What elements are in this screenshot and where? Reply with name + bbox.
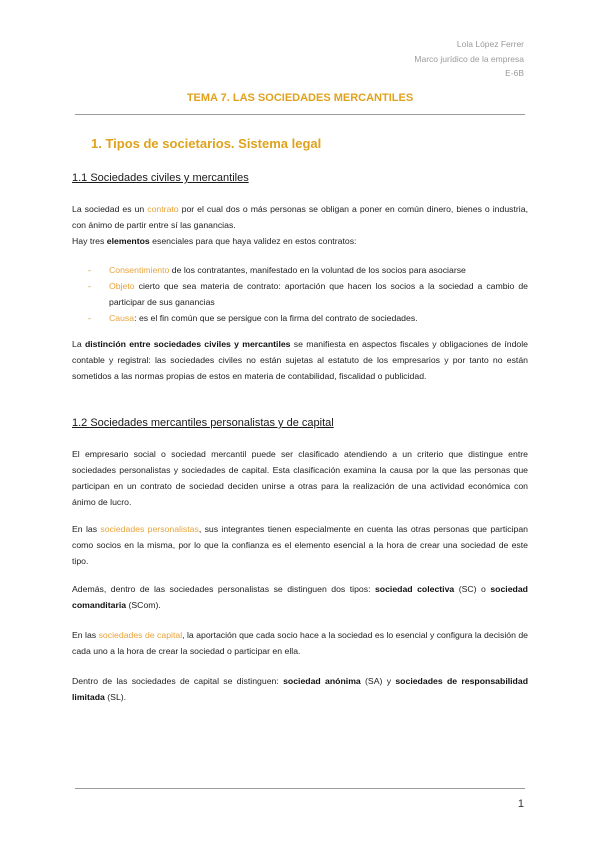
text-run: (SCom). [126,600,161,610]
text-run: , la aportación que cada socio hace a la sociedad es lo esencial y configura la decisión de cada uno a la hora de crear la sociedad o participar en ella. [72,630,528,656]
text-run: se manifiesta en aspectos fiscales y obligaciones de índole contable y registral: las sociedades civiles no están sujetas al estatuto de los empresarios y por tanto no están sometidos a las normas propias de estos en materia de contabilidad, fiscalidad o publicidad. [72,339,528,381]
highlight-term: Causa [109,313,135,323]
bold-term: distinción entre sociedades civiles y mercantiles [84,339,291,349]
list-item [88,310,528,326]
bold-term: elementos [106,236,150,246]
page-number: 1 [517,798,524,810]
text-run: cierto que sea materia de contrato: aportación que hacen los socios a la sociedad a cambio de participar de sus ganancias [109,281,528,307]
text-run: (SC) o [454,584,491,594]
bullet-dash: - [88,313,91,323]
bold-term: sociedades de responsabilidad limitada [72,676,529,702]
bold-term: sociedad colectiva [374,584,455,594]
section-heading: 1. Tipos de societarios. Sistema legal [91,136,322,151]
highlight-term: sociedades personalistas [100,524,199,534]
document-title: TEMA 7. LAS SOCIEDADES MERCANTILES [186,92,414,104]
bullet-dash: - [88,281,91,291]
footer-divider [75,788,525,789]
text-run: : es el fin común que se persigue con la firma del contrato de sociedades. [134,313,418,323]
list-item [88,278,528,310]
highlight-term: sociedades de capital [98,630,183,640]
elements-list [88,262,528,326]
text-run: Hay tres [72,236,107,246]
bullet-dash: - [88,265,91,275]
text-run: , sus integrantes tienen especialmente en cuenta las otras personas que participan como socios en la misma, por lo que la confianza es el elemento esencial a la hora de crear una sociedad de este tipo. [72,524,528,566]
text-run: esenciales para que haya validez en estos contratos: [149,236,357,246]
subsection-heading-1-1: 1.1 Sociedades civiles y mercantiles [72,172,249,184]
list-item [88,262,528,278]
subsection-heading-1-2: 1.2 Sociedades mercantiles personalistas y de capital [72,417,334,429]
paragraph-contrato [72,201,528,249]
text-run: En las [72,524,101,534]
text-run: (SA) y [360,676,396,686]
highlight-term: Consentimiento [109,265,170,275]
text-run: de los contratantes, manifestado en la voluntad de los socios para asociarse [169,265,466,275]
paragraph-distincion [72,336,528,384]
header-subject: Marco jurídico de la empresa [414,53,524,64]
text-run: En las [72,630,99,640]
text-run: Dentro de las sociedades de capital se distinguen: [72,676,284,686]
highlight-term: contrato [147,204,179,214]
highlight-term: Objeto [109,281,135,291]
paragraph-personalistas [72,521,528,569]
text-run: Además, dentro de las sociedades personalistas se distinguen dos tipos: [72,584,375,594]
bold-term: sociedad anónima [283,676,361,686]
header-author: Lola López Ferrer [456,39,524,49]
paragraph-capital [72,627,528,659]
page-header [414,37,524,81]
text-run: La sociedad es un [72,204,148,214]
text-run: La [72,339,85,349]
paragraph-clasificacion: El empresario social o sociedad mercantil puede ser clasificado atendiendo a un criterio que distingue entre sociedades personalistas y sociedades de capital. Esta clasificación examina la causa por la que las personas que participan en un contrato de sociedad deciden unirse a otras para la realización de una actividad económica con ánimo de lucro. [72,449,528,507]
paragraph-tipos-capital [72,673,528,705]
header-group: E-6B [505,68,524,78]
text-run: por el cual dos o más personas se obligan a poner en común dinero, bienes o industria, con ánimo de partir entre sí las ganancias. [72,204,528,230]
bold-term: sociedad comanditaria [72,584,528,610]
title-divider [75,114,525,115]
text-run: (SL). [104,692,127,702]
paragraph-tipos-personalistas [72,581,528,613]
